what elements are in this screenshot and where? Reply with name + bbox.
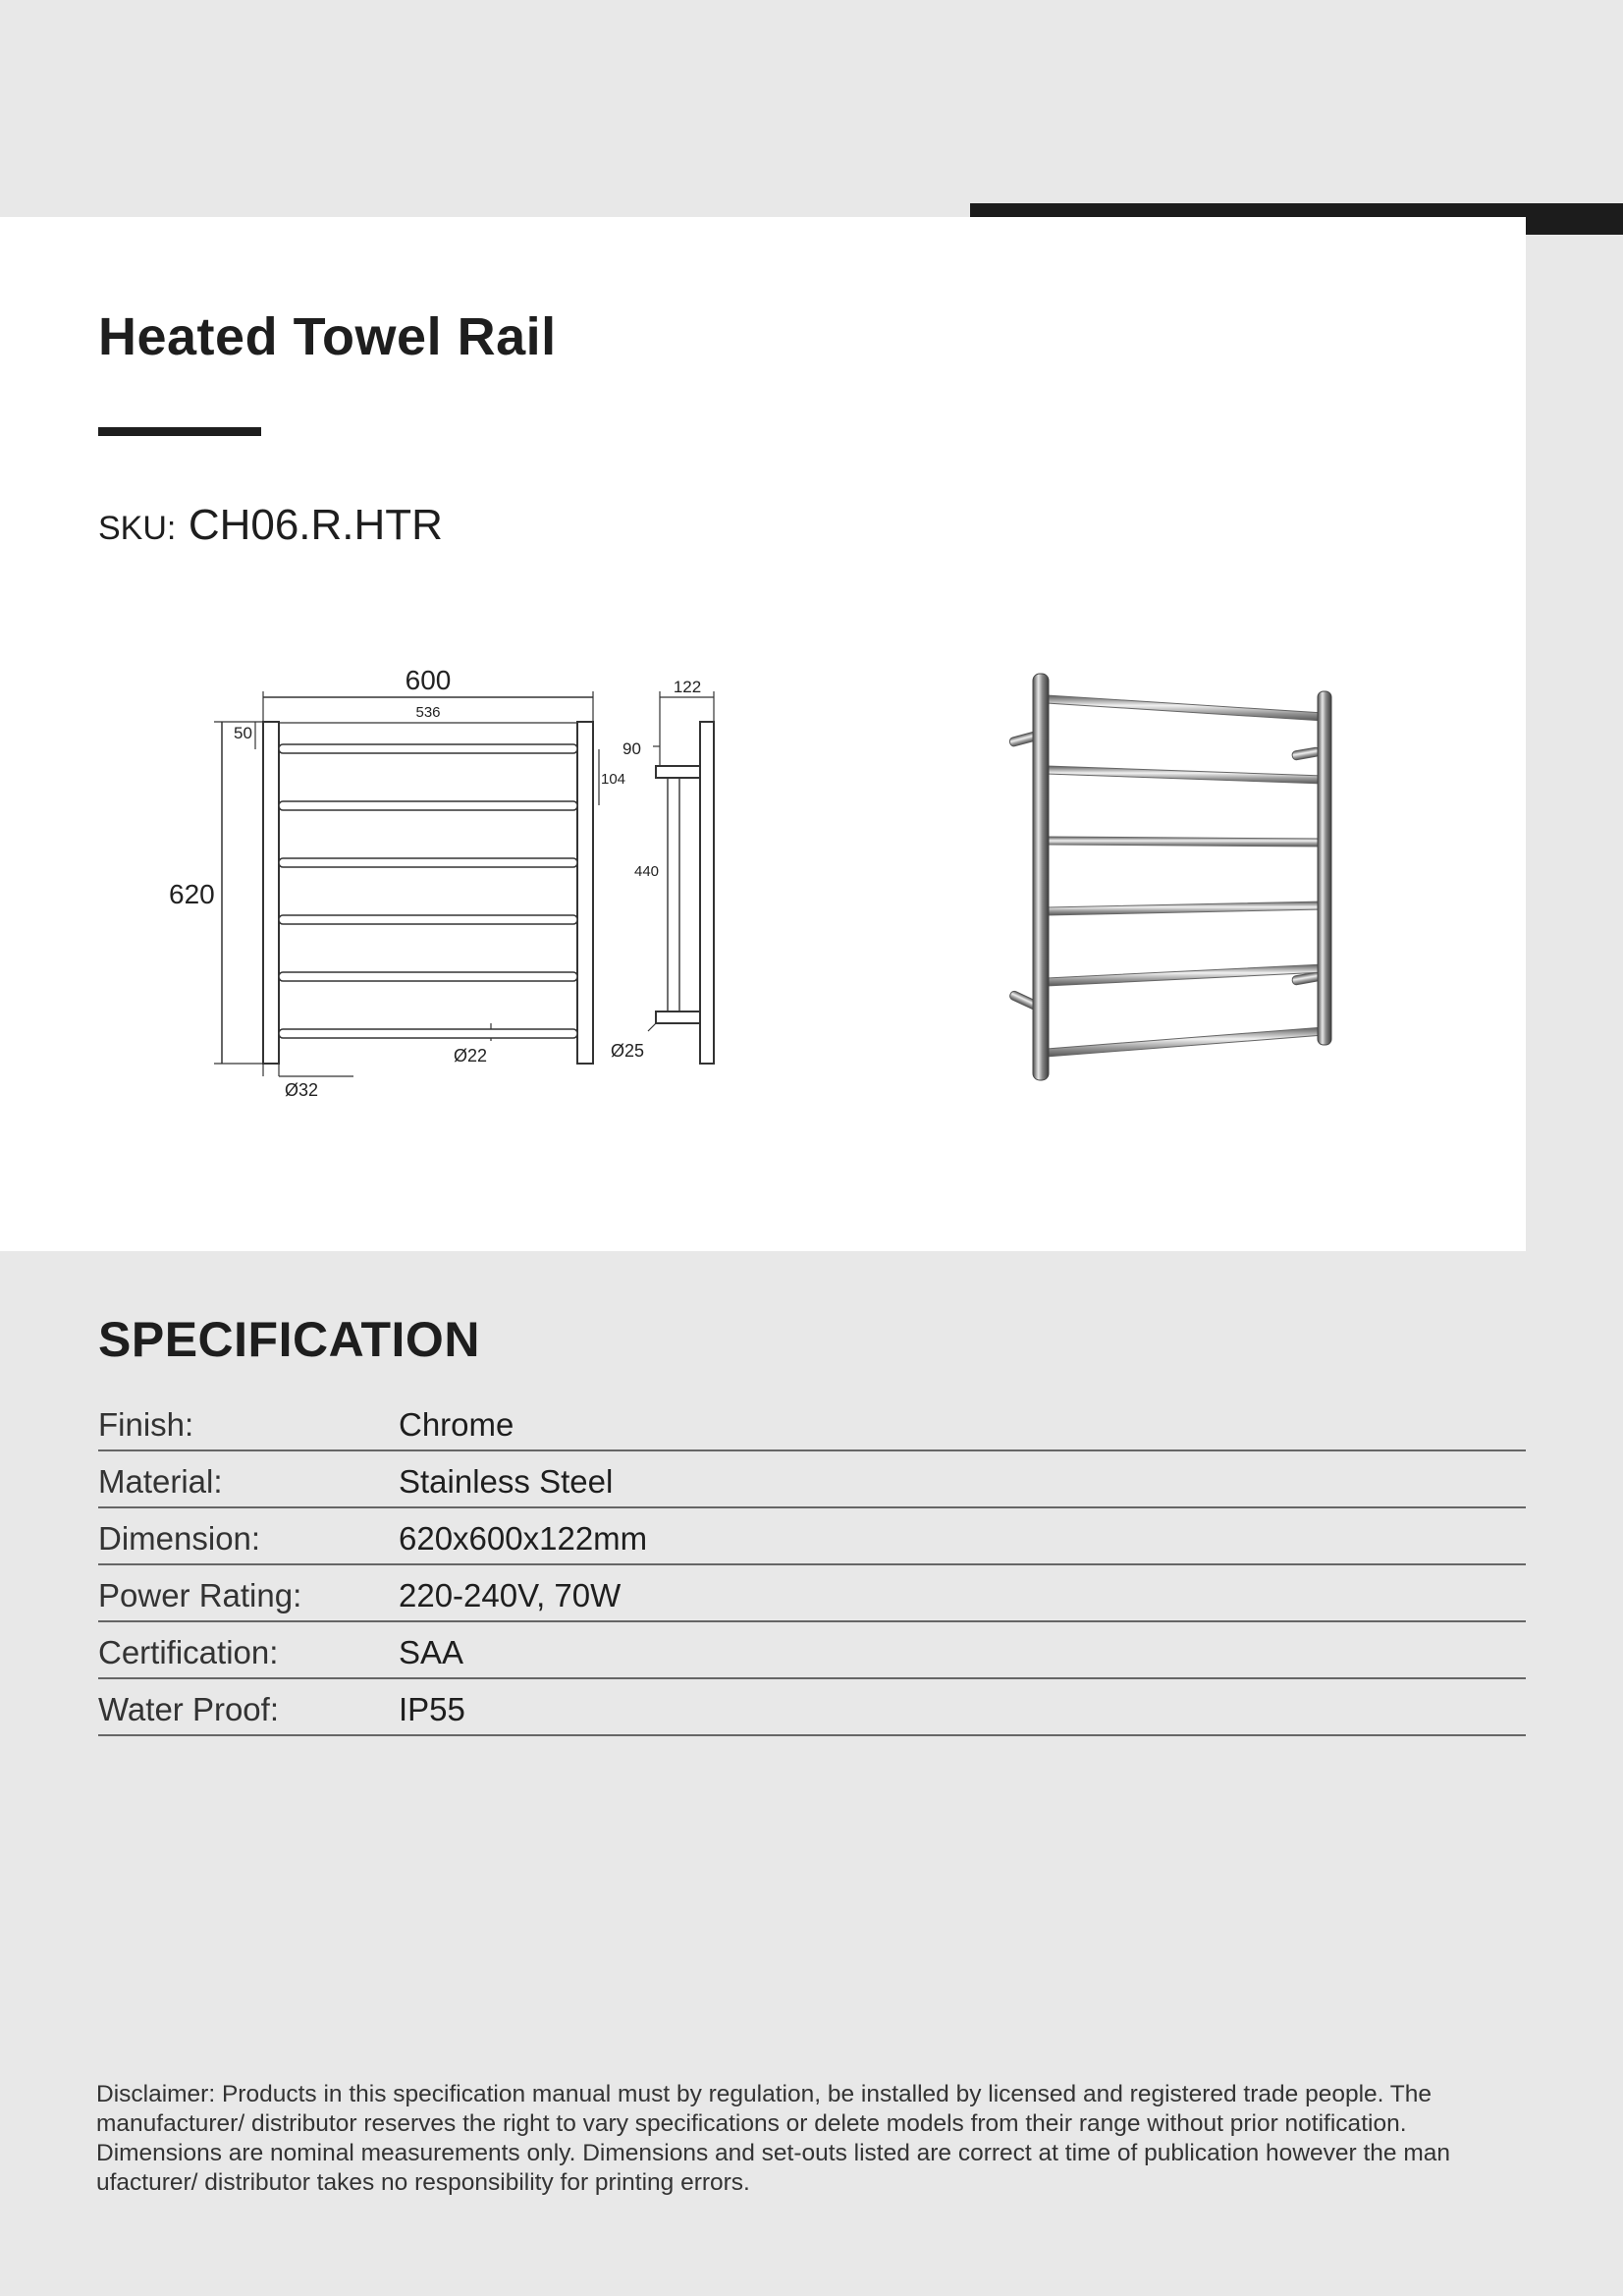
dim-width: 600 [405, 665, 452, 695]
dim-post-diameter: Ø32 [285, 1080, 319, 1100]
spec-label: Finish: [98, 1406, 194, 1443]
dim-bracket-spacing: 440 [634, 863, 660, 880]
title-underline [98, 427, 261, 436]
spec-value: 620x600x122mm [399, 1520, 648, 1557]
spec-row-power-rating [98, 1565, 1526, 1622]
dim-bracket-diameter: Ø25 [611, 1041, 645, 1061]
product-photo [982, 658, 1375, 1090]
spec-value: SAA [399, 1634, 464, 1670]
dim-rail-spacing: 104 [601, 771, 626, 788]
dim-height: 620 [169, 879, 215, 909]
sku-value: CH06.R.HTR [188, 501, 443, 549]
dim-bracket-offset: 90 [622, 739, 641, 758]
sku-label: SKU: [98, 510, 177, 547]
spec-label: Water Proof: [98, 1691, 279, 1727]
dim-rail-diameter: Ø22 [454, 1046, 488, 1066]
spec-value: 220-240V, 70W [399, 1577, 622, 1613]
rail-2 [279, 801, 577, 810]
dim-inner-width: 536 [415, 704, 441, 721]
side-post [700, 722, 714, 1064]
spec-label: Dimension: [98, 1520, 261, 1557]
sku-line [98, 501, 443, 550]
spec-label: Material: [98, 1463, 223, 1500]
disclaimer-text: Disclaimer: Products in this specification manual must by regulation, be installed by licensed and registered trade people. The manufacturer/ distributor reserves the right to vary specifications or delete models from their range without prior notification. Dimensions are nominal measurements only. Dimensions and set-outs listed are correct at time of publication however the man ufacturer/ distributor takes no responsibility for printing errors. [96, 2081, 1450, 2196]
right-post [577, 722, 593, 1064]
spec-row-water-proof [98, 1679, 1526, 1736]
spec-value: Chrome [399, 1406, 514, 1443]
spec-row-material [98, 1451, 1526, 1508]
page-title: Heated Towel Rail [98, 307, 557, 366]
rail-5 [279, 972, 577, 981]
photo-right-post [1318, 691, 1331, 1045]
dim-top-offset: 50 [234, 724, 252, 742]
spec-label: Certification: [98, 1634, 279, 1670]
spec-value: Stainless Steel [399, 1463, 614, 1500]
rail-4 [279, 915, 577, 924]
technical-drawing [157, 658, 746, 1110]
dim-depth: 122 [673, 678, 702, 696]
spec-row-dimension [98, 1508, 1526, 1565]
rail-3 [279, 858, 577, 867]
rail-1 [279, 744, 577, 753]
spec-value: IP55 [399, 1691, 465, 1727]
specification-table [98, 1394, 1526, 1736]
spec-row-certification [98, 1622, 1526, 1679]
left-post [263, 722, 279, 1064]
lower-bracket [656, 1011, 700, 1023]
spec-label: Power Rating: [98, 1577, 302, 1613]
upper-bracket [656, 766, 700, 778]
spec-row-finish [98, 1394, 1526, 1451]
rail-6 [279, 1029, 577, 1038]
specification-heading: SPECIFICATION [98, 1312, 480, 1367]
photo-left-post [1033, 674, 1049, 1080]
